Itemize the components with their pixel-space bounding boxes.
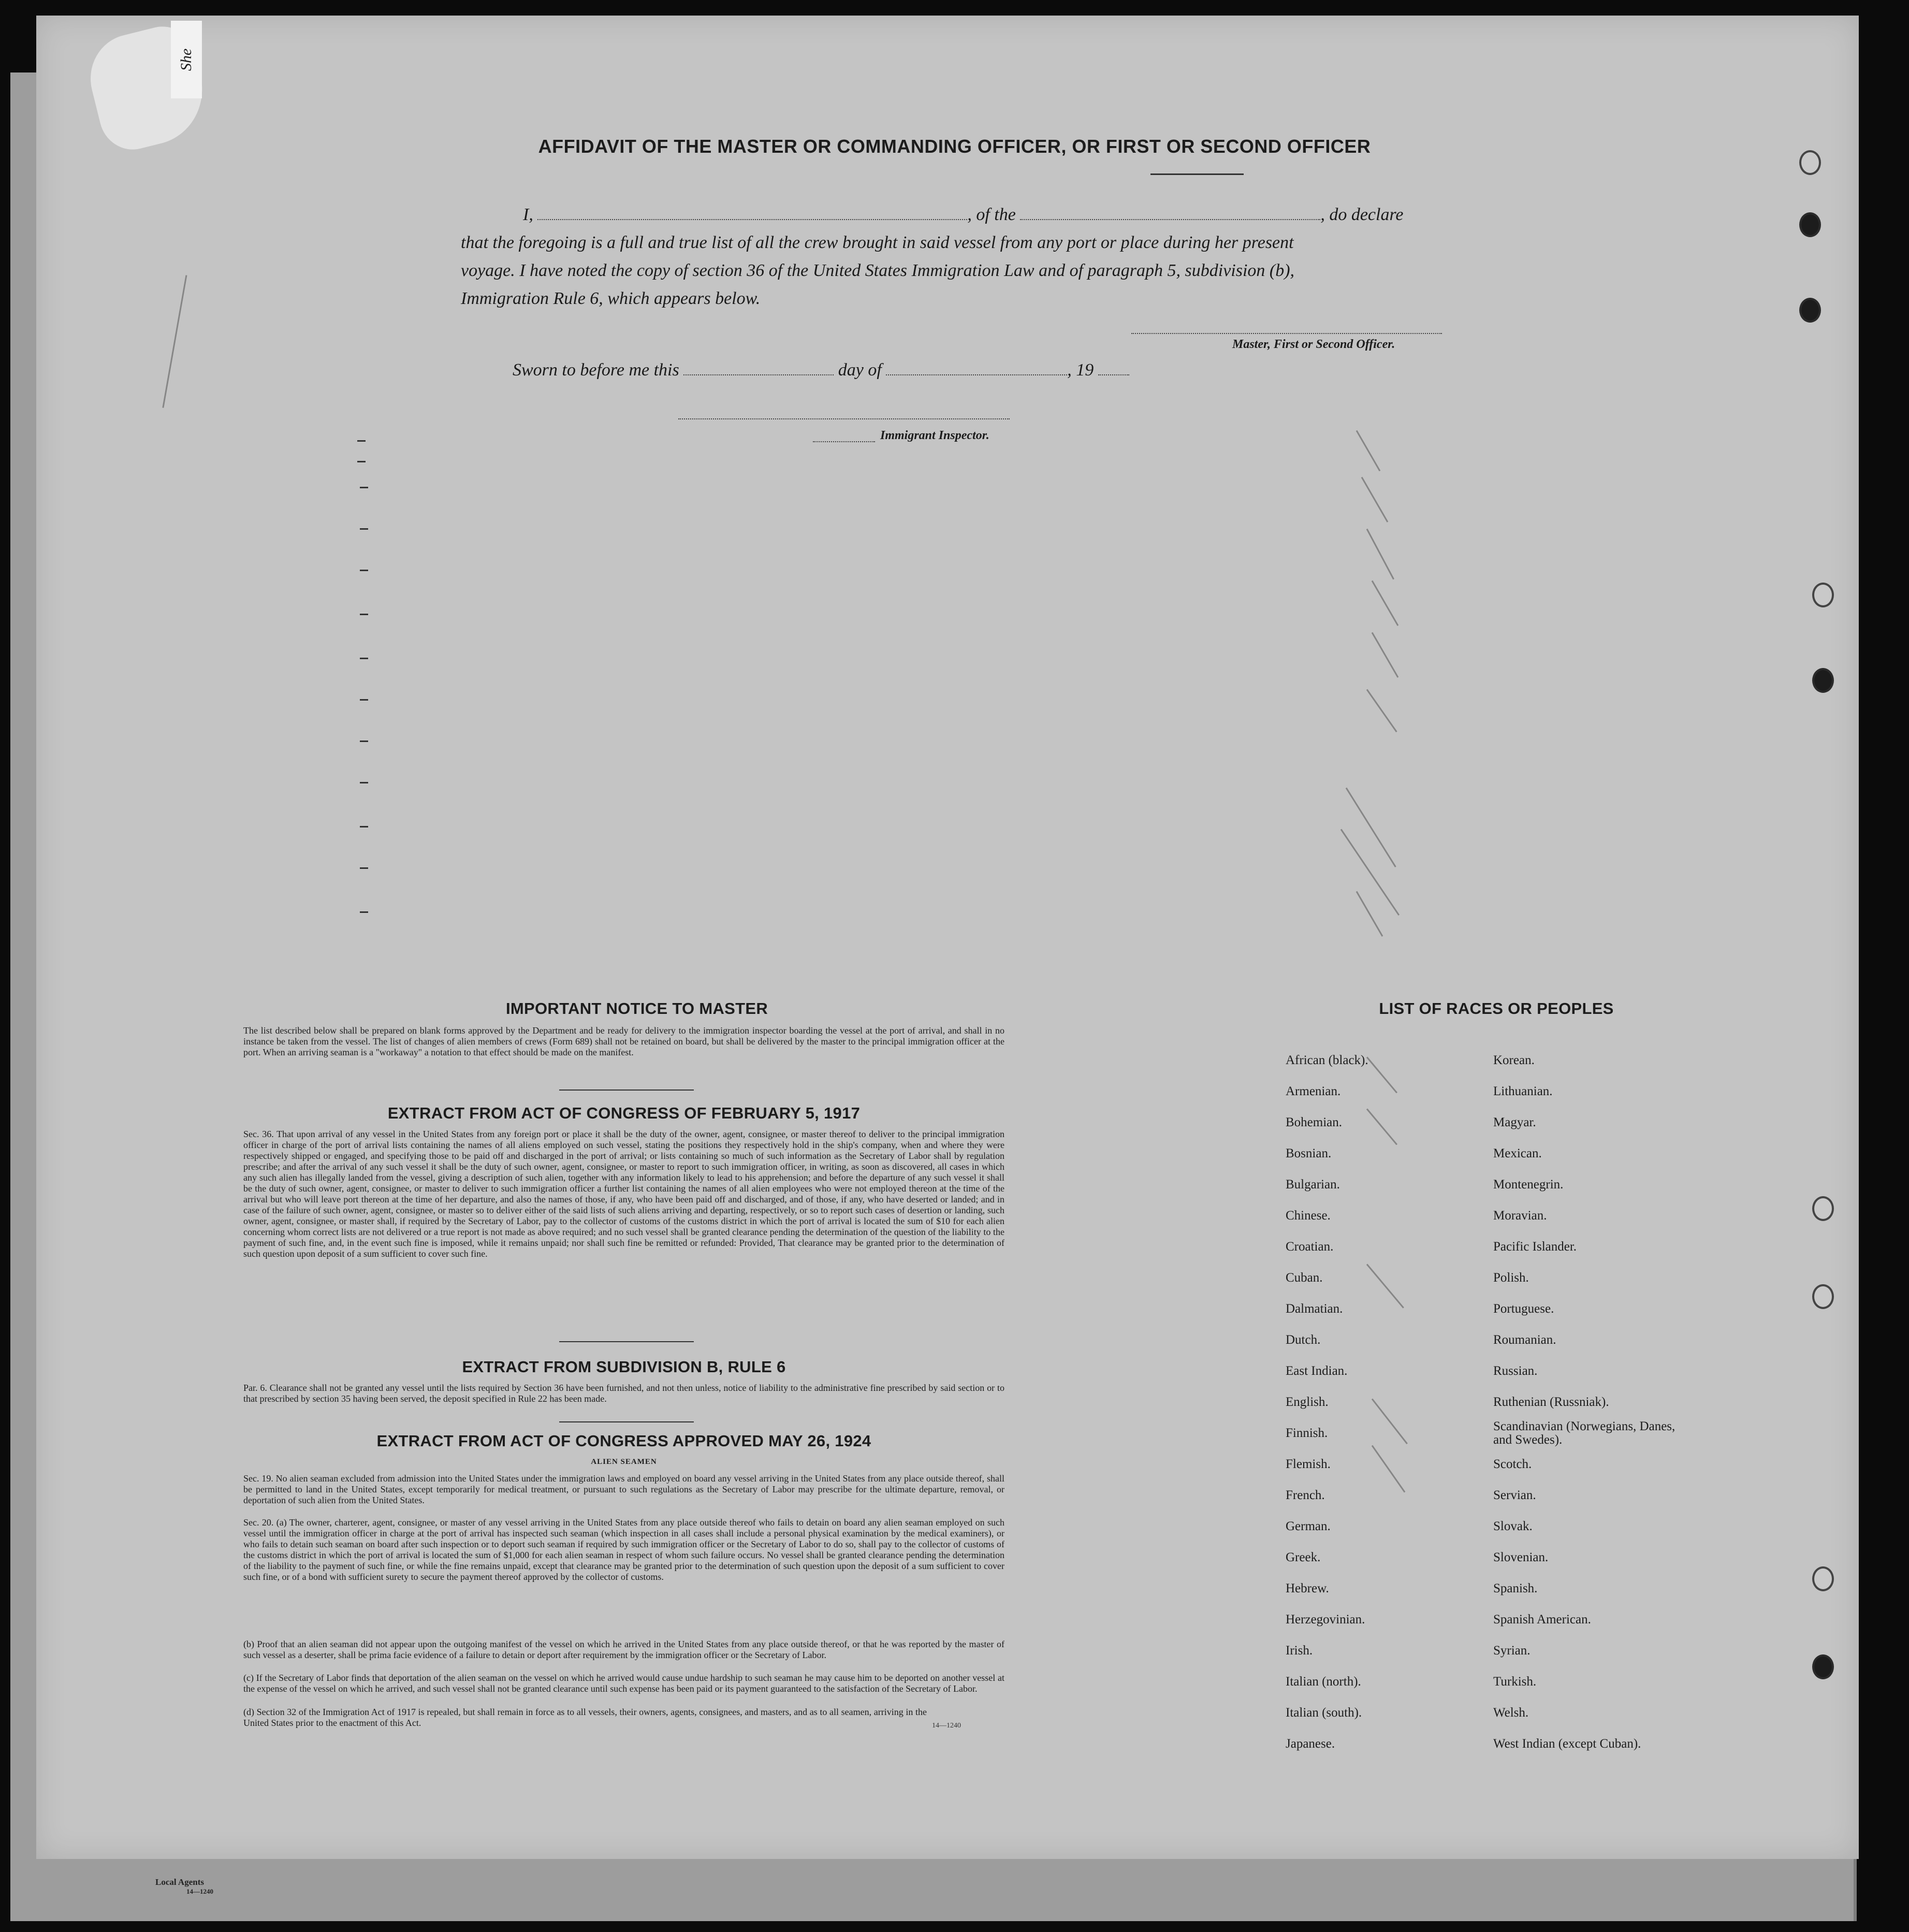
- race-item: Moravian.: [1493, 1209, 1547, 1223]
- row-dash: [360, 911, 368, 913]
- punch-hole: [1799, 298, 1821, 323]
- sworn-day-blank[interactable]: [683, 359, 834, 375]
- affidavit-of-the: , of the: [967, 205, 1016, 224]
- race-item: Servian.: [1493, 1488, 1536, 1502]
- row-dash: [360, 740, 368, 742]
- row-dash: [360, 528, 368, 530]
- inspector-caption-lead: [813, 441, 875, 442]
- notice-title: IMPORTANT NOTICE TO MASTER: [505, 999, 768, 1018]
- race-item: Japanese.: [1286, 1737, 1335, 1751]
- race-item: East Indian.: [1286, 1364, 1348, 1378]
- race-item: Korean.: [1493, 1053, 1535, 1067]
- race-item: Turkish.: [1493, 1675, 1537, 1689]
- punch-hole: [1812, 668, 1834, 693]
- underlying-strip-line: 14—1240: [186, 1887, 213, 1895]
- section-rule: [559, 1421, 694, 1422]
- race-item: Spanish American.: [1493, 1613, 1591, 1626]
- race-item: Italian (south).: [1286, 1706, 1362, 1720]
- race-item: Portuguese.: [1493, 1302, 1554, 1316]
- punch-hole: [1812, 1654, 1834, 1679]
- race-item: Pacific Islander.: [1493, 1240, 1577, 1254]
- race-item: Slovenian.: [1493, 1550, 1549, 1564]
- race-item: Irish.: [1286, 1644, 1313, 1658]
- race-item: Flemish.: [1286, 1457, 1331, 1471]
- race-item: Croatian.: [1286, 1240, 1334, 1254]
- race-item: Mexican.: [1493, 1146, 1542, 1160]
- row-dash: [360, 570, 368, 571]
- race-item: Syrian.: [1493, 1644, 1531, 1658]
- race-item: Chinese.: [1286, 1209, 1331, 1223]
- punch-hole: [1812, 1284, 1834, 1309]
- race-item: English.: [1286, 1395, 1329, 1409]
- affidavit-i: I,: [523, 205, 533, 224]
- race-item: Cuban.: [1286, 1271, 1323, 1285]
- race-item: African (black).: [1286, 1053, 1368, 1067]
- extract-1917-title: EXTRACT FROM ACT OF CONGRESS OF FEBRUARY 5, 1917: [387, 1104, 861, 1122]
- race-item: Roumanian.: [1493, 1333, 1556, 1347]
- race-item: Greek.: [1286, 1550, 1321, 1564]
- sec-19-text: Sec. 19. No alien seaman excluded from admission into the United States under the immigration laws and employed on board any vessel arriving in the United States from any place outside thereof, shall be permitted to land in the United States, except temporarily for medical treatment, or pursuant to such regulations as the Secretary of Labor may prescribe for the ultimate departure, removal, or deportation of such alien from the United States.: [243, 1473, 1004, 1505]
- race-item: Bohemian.: [1286, 1115, 1343, 1129]
- master-signature-line[interactable]: [1131, 333, 1442, 334]
- race-item: Slovak.: [1493, 1519, 1533, 1533]
- races-right-column: [1493, 1045, 1690, 1760]
- sec-20d-text: (d) Section 32 of the Immigration Act of 1917 is repealed, but shall remain in force as to all vessels, their owners, agents, consignees, and masters, and as to all seamen, arriving in the United States prior to the enactment of this Act.: [243, 1707, 927, 1728]
- alien-seamen-subtitle: ALIEN SEAMEN: [591, 1458, 657, 1466]
- affidavit-line-3: voyage. I have noted the copy of section 36 of the United States Immigration Law and of paragraph 5, subdivision (b),: [461, 261, 1295, 280]
- section-rule: [559, 1341, 694, 1342]
- sec-20b-text: (b) Proof that an alien seaman did not appear upon the outgoing manifest of the vessel on which he arrived in the United States from any place outside thereof, or that he was reported by the master of such vessel as a deserter, shall be prima facie evidence of a failure to detain or deport after requirement by the immigration officer or the Secretary of Labor.: [243, 1639, 1004, 1660]
- sec-20c-text: (c) If the Secretary of Labor finds that deportation of the alien seaman on the vessel on which he arrived would cause undue hardship to such seaman he may cause him to be deported on another vessel at the expense of the vessel on which he arrived, and such vessel shall not be granted clearance until such expense has been paid or its payment guaranteed to the satisfaction of the Secretary of Labor.: [243, 1673, 1004, 1694]
- sworn-month-blank[interactable]: [886, 359, 1067, 375]
- row-dash: [360, 867, 368, 869]
- affidavit-do-declare: , do declare: [1320, 205, 1404, 224]
- race-item: Magyar.: [1493, 1115, 1536, 1129]
- race-item: Polish.: [1493, 1271, 1529, 1285]
- extract-rule6-title: EXTRACT FROM SUBDIVISION B, RULE 6: [462, 1358, 786, 1376]
- row-dash: [357, 461, 366, 462]
- sworn-year: , 19: [1067, 360, 1094, 380]
- row-dash: [360, 658, 368, 659]
- name-blank[interactable]: [537, 204, 967, 220]
- race-item: Russian.: [1493, 1364, 1538, 1378]
- row-dash: [360, 487, 368, 488]
- race-item: Welsh.: [1493, 1706, 1529, 1720]
- row-dash: [360, 782, 368, 783]
- race-item: West Indian (except Cuban).: [1493, 1737, 1641, 1751]
- race-item: Spanish.: [1493, 1581, 1538, 1595]
- form-number: 14—1240: [932, 1722, 961, 1730]
- race-item: Scotch.: [1493, 1457, 1532, 1471]
- punch-hole: [1812, 1196, 1834, 1221]
- race-item: Dutch.: [1286, 1333, 1321, 1347]
- affidavit-line-4: Immigration Rule 6, which appears below.: [461, 289, 761, 308]
- punch-hole: [1799, 212, 1821, 237]
- race-item: Herzegovinian.: [1286, 1613, 1365, 1626]
- row-dash: [360, 699, 368, 701]
- race-item: Armenian.: [1286, 1084, 1341, 1098]
- race-item: Lithuanian.: [1493, 1084, 1553, 1098]
- race-item: Montenegrin.: [1493, 1178, 1564, 1192]
- affidavit-line-2: that the foregoing is a full and true list of all the crew brought in said vessel from any port or place during her present: [461, 233, 1294, 252]
- race-item: Finnish.: [1286, 1426, 1328, 1440]
- inspector-caption: Immigrant Inspector.: [880, 429, 989, 442]
- affidavit-title: AFFIDAVIT OF THE MASTER OR COMMANDING OFFICER, OR FIRST OR SECOND OFFICER: [538, 136, 1371, 157]
- section-rule: [559, 1090, 694, 1091]
- underlying-strip-line: Local Agents: [155, 1877, 204, 1887]
- master-signature-caption: Master, First or Second Officer.: [1232, 338, 1395, 351]
- race-item: Ruthenian (Russniak).: [1493, 1395, 1609, 1409]
- row-dash: [357, 440, 366, 442]
- sworn-line: [513, 358, 1186, 382]
- inspector-signature-line[interactable]: [678, 418, 1010, 419]
- sec-20a-text: Sec. 20. (a) The owner, charterer, agent, consignee, or master of any vessel arriving in the United States from any place outside thereof who fails to detain on board any alien seaman employed on such vessel until the immigration officer in charge at the port of arrival has inspected such seaman (which inspection in all cases shall include a personal physical examination by the medical examiners), or who fails to detain such seaman on board after such inspection or to deport such seaman if required by such immigration officer or the Secretary of Labor to do so, shall pay to the collector of customs of the customs district in which the port of arrival is located the sum of $1,000 for each alien seaman in respect of whom such failure occurs. No vessel shall be granted clearance pending the determination of the liability to the payment of such fine, or while the fine remains unpaid, except that clearance may be granted prior to the determination of such question upon the deposit of a sum sufficient to cover such fine, or of a bond with sufficient surety to secure the payment thereof approved by the collector of customs.: [243, 1517, 1004, 1582]
- races-left-column: [1286, 1045, 1368, 1760]
- sworn-year-blank[interactable]: [1098, 359, 1129, 375]
- punch-hole: [1812, 583, 1834, 607]
- row-dash: [360, 614, 368, 615]
- underlying-strip-text: [155, 1877, 213, 1896]
- race-item: Dalmatian.: [1286, 1302, 1343, 1316]
- affidavit-line-1: [523, 203, 1460, 227]
- extract-1917-text: Sec. 36. That upon arrival of any vessel in the United States from any foreign port or place it shall be the duty of the owner, agent, consignee, or master thereof to deliver to the principal immigration officer in charge of the port of arrival lists containing the names of all aliens employed on such vessel, stating the positions they respectively hold in the ship's company, when and where they were respectively shipped or engaged, and specifying those to be paid off and discharged in the port of arrival; or lists containing so much of such information as the Secretary of Labor shall by regulation prescribe; and after the arrival of any such vessel it shall be the duty of such owner, agent, consignee, or master to report to such immigration officer, in writing, as soon as discovered, all cases in which any such alien has illegally landed from the vessel, giving a description of such alien, together with any information likely to lead to his apprehension; and before the departure of any such vessel it shall be the duty of such owner, agent, consignee, or master to deliver to such immigration officer a further list containing the names of all alien employees who were not employed thereon at the time of the arrival but who will leave port thereon at the time of her departure, and also the names of those, if any, who have been paid off and discharged, and of those, if any, who have deserted or landed; and in case of the failure of such owner, agent, consignee, or master so to deliver either of the said lists of such aliens arriving and departing, respectively, or so to report such cases of desertion or landing, such owner, agent, consignee, or master shall, if required by the Secretary of Labor, pay to the collector of customs of the customs district in which the port of arrival is located the sum of $10 for each alien concerning whom correct lists are not delivered or a true report is not made as above required; and no such vessel shall be granted clearance pending the determination of the question of the liability to the payment of such fine, and, in the event such fine is imposed, while it remains unpaid; nor shall such fine be remitted or refunded: Provided, That clearance may be granted prior to the determination of such question upon deposit of a sum sufficient to cover such fine.: [243, 1129, 1004, 1259]
- vessel-blank[interactable]: [1020, 204, 1320, 220]
- sworn-day-of: day of: [838, 360, 882, 380]
- race-item: French.: [1286, 1488, 1325, 1502]
- race-item: Italian (north).: [1286, 1675, 1361, 1689]
- fold-tag: She: [171, 21, 202, 98]
- races-title: LIST OF RACES OR PEOPLES: [1379, 999, 1614, 1018]
- race-item: German.: [1286, 1519, 1331, 1533]
- race-item: Scandinavian (Norwegians, Danes, and Swedes).: [1493, 1419, 1675, 1447]
- race-item: Hebrew.: [1286, 1581, 1329, 1595]
- row-dash: [360, 826, 368, 827]
- sworn-prefix: Sworn to before me this: [513, 360, 679, 380]
- extract-rule6-text: Par. 6. Clearance shall not be granted any vessel until the lists required by Section 36 have been furnished, and not then unless, notice of liability to the administrative fine prescribed by said section or to that prescribed by section 35 having been served, the deposit specified in Rule 22 has been made.: [243, 1383, 1004, 1404]
- extract-1924-title: EXTRACT FROM ACT OF CONGRESS APPROVED MAY 26, 1924: [376, 1432, 871, 1450]
- race-item: Bosnian.: [1286, 1146, 1332, 1160]
- title-rule: [1150, 173, 1244, 175]
- notice-text: The list described below shall be prepared on blank forms approved by the Department and be ready for delivery to the immigration inspector boarding the vessel at the port of arrival, and shall in no instance be taken from the vessel. The list of changes of alien members of crews (Form 689) shall not be retained on board, but shall be delivered by the master to the principal immigration officer at the port. When an arriving seaman is a "workaway" a notation to that effect should be made on the manifest.: [243, 1025, 1004, 1057]
- race-item: Bulgarian.: [1286, 1178, 1340, 1192]
- punch-hole: [1812, 1566, 1834, 1591]
